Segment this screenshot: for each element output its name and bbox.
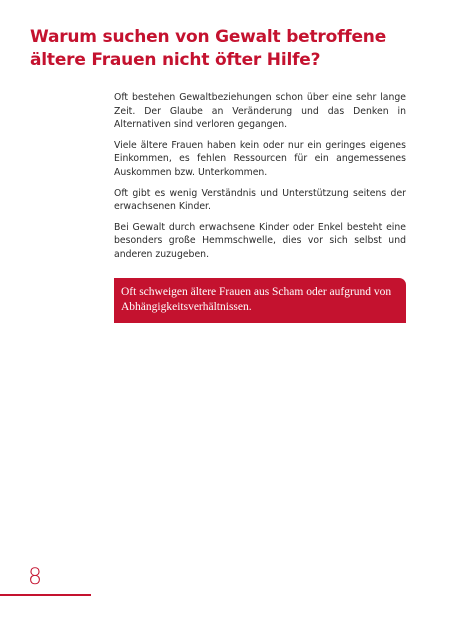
page-number: 8 — [28, 565, 42, 590]
paragraph-4: Bei Gewalt durch erwachsene Kinder oder Enkel besteht eine besonders große Hemmschwelle, dies vor sich selbst und anderen zuzugeben. — [114, 221, 406, 260]
callout-box — [114, 278, 406, 323]
page-number-rule — [0, 594, 91, 596]
paragraph-3: Oft gibt es wenig Verständnis und Unterstützung seitens der erwachsenen Kinder. — [114, 187, 406, 213]
callout-text: Oft schweigen ältere Frauen aus Scham oder aufgrund von Abhängigkeitsverhältnissen. — [121, 285, 392, 314]
paragraph-1: Oft bestehen Gewaltbeziehungen schon über eine sehr lange Zeit. Der Glaube an Veränderung und das Denken in Alternativen sind verloren gegangen. — [114, 92, 406, 131]
paragraph-2: Viele ältere Frauen haben kein oder nur ein geringes eigenes Einkommen, es fehlen Ressourcen für ein angemessenes Auskommen bzw. Unterkommen. — [114, 139, 406, 178]
page-title: Warum suchen von Gewalt betroffene ältere Frauen nicht öfter Hilfe? — [30, 27, 387, 70]
body-text — [114, 91, 406, 323]
